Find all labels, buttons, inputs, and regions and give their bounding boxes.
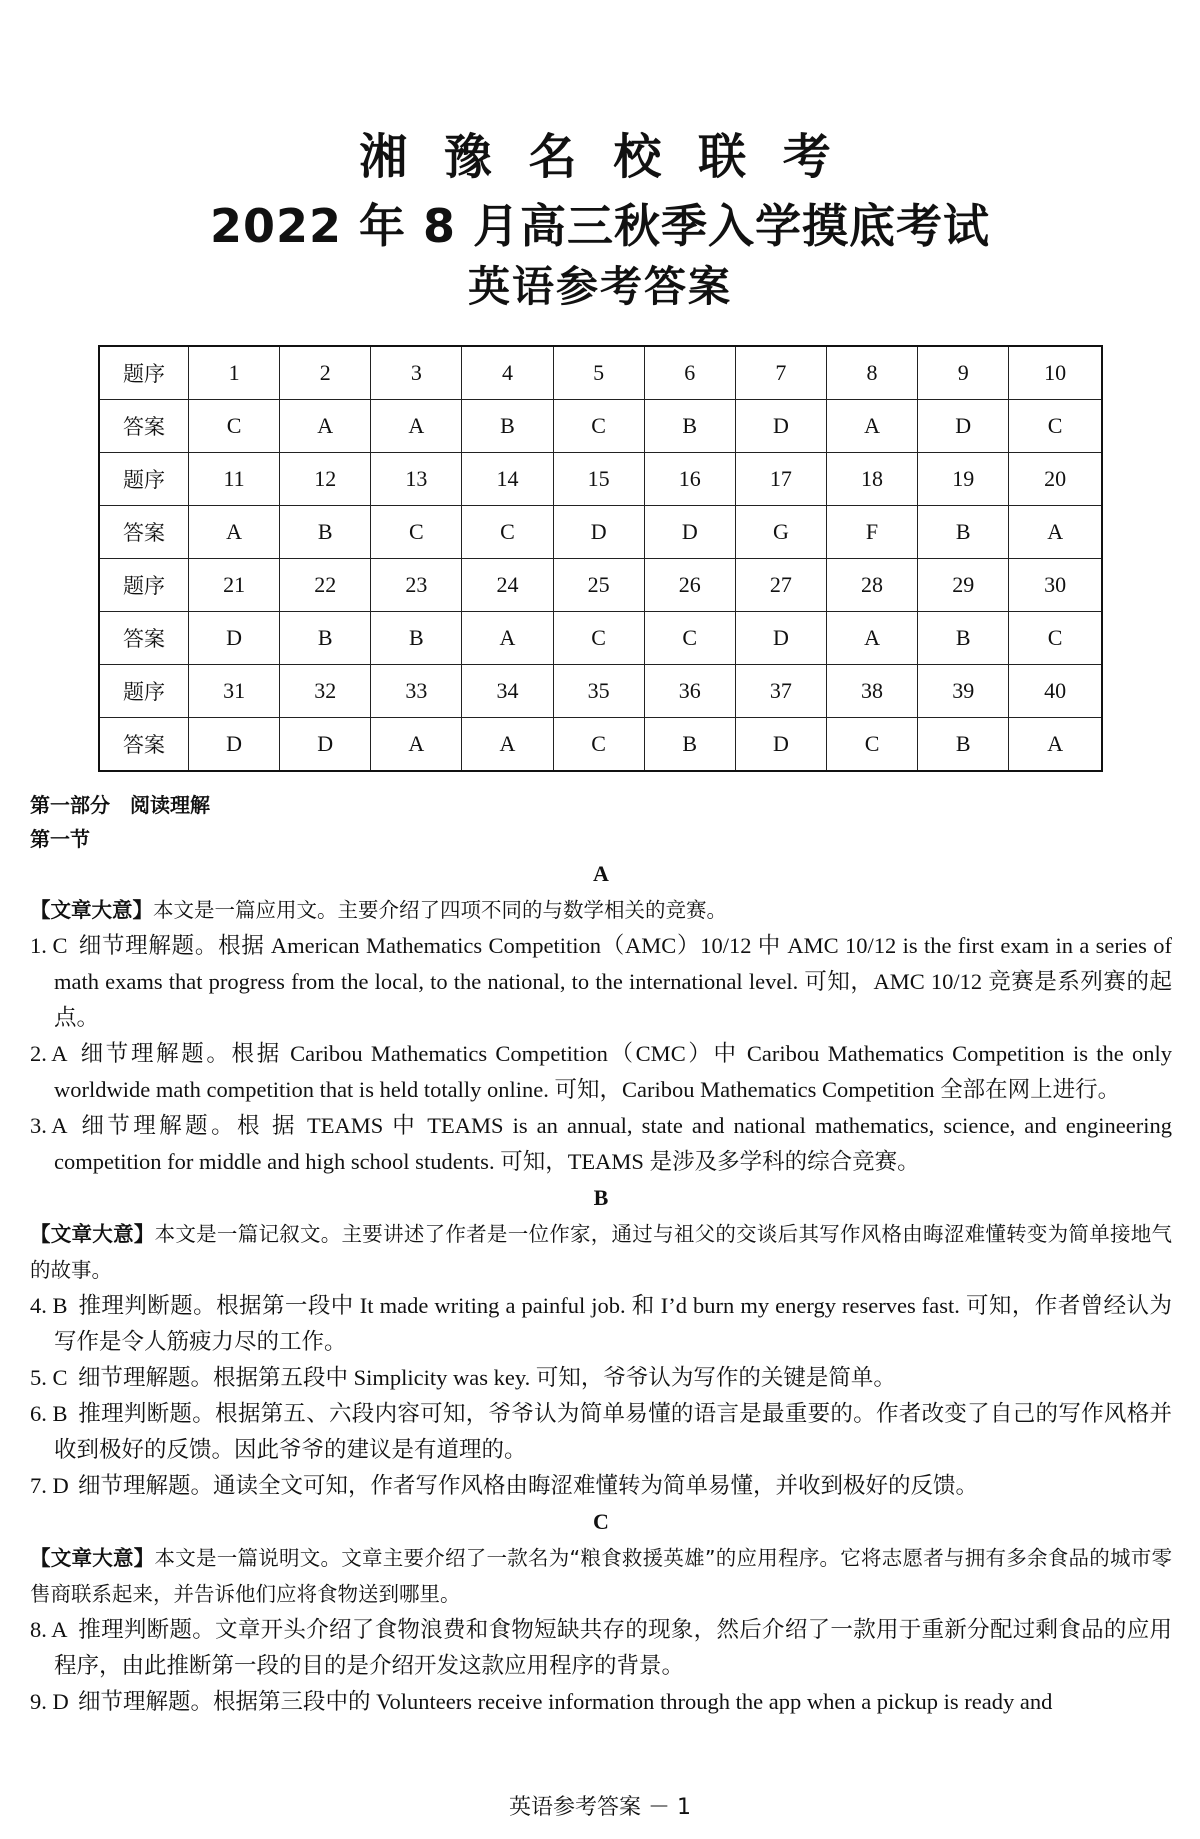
- item-number: 4. B: [30, 1293, 68, 1318]
- question-number-row: [99, 453, 1102, 506]
- part-heading: 第一部分 阅读理解: [30, 793, 210, 817]
- answer-cell: D: [189, 718, 280, 772]
- question-number-cell: 19: [918, 453, 1009, 506]
- answer-cell: B: [644, 400, 735, 453]
- answer-cell: F: [826, 506, 917, 559]
- answer-cell: D: [280, 718, 371, 772]
- question-number-cell: 28: [826, 559, 917, 612]
- answer-cell: A: [280, 400, 371, 453]
- question-number-cell: 30: [1009, 559, 1102, 612]
- answer-explanation: [30, 1360, 1172, 1396]
- answer-cell: D: [735, 612, 826, 665]
- row-label-answer: 答案: [99, 400, 189, 453]
- question-number-cell: 20: [1009, 453, 1102, 506]
- row-label-question: 题序: [99, 665, 189, 718]
- answer-cell: D: [735, 400, 826, 453]
- question-number-cell: 24: [462, 559, 553, 612]
- answer-cell: B: [918, 612, 1009, 665]
- question-number-cell: 18: [826, 453, 917, 506]
- answer-cell: A: [189, 506, 280, 559]
- item-text: 细节理解题。根据 Caribou Mathematics Competition（CMC）中 Caribou Mathematics Competition is the only worldwide math competition that is held totally online. 可知，Caribou Mathematics Competition 全部在网上进行。: [54, 1041, 1172, 1102]
- answer-cell: D: [644, 506, 735, 559]
- question-number-cell: 26: [644, 559, 735, 612]
- answer-cell: C: [371, 506, 462, 559]
- item-number: 5. C: [30, 1365, 68, 1390]
- question-number-cell: 38: [826, 665, 917, 718]
- answer-cell: A: [462, 612, 553, 665]
- answer-cell: A: [462, 718, 553, 772]
- answer-cell: C: [1009, 400, 1102, 453]
- answer-row: [99, 506, 1102, 559]
- question-number-cell: 27: [735, 559, 826, 612]
- item-number: 9. D: [30, 1689, 69, 1714]
- row-label-answer: 答案: [99, 718, 189, 772]
- question-number-cell: 23: [371, 559, 462, 612]
- item-text: 细节理解题。通读全文可知，作者写作风格由晦涩难懂转为简单易懂，并收到极好的反馈。: [78, 1473, 979, 1498]
- question-number-cell: 29: [918, 559, 1009, 612]
- answer-row: [99, 718, 1102, 772]
- answer-explanation: [30, 1612, 1172, 1684]
- question-number-cell: 4: [462, 346, 553, 400]
- question-number-cell: 39: [918, 665, 1009, 718]
- question-number-cell: 3: [371, 346, 462, 400]
- answer-cell: A: [1009, 506, 1102, 559]
- answer-cell: C: [644, 612, 735, 665]
- question-number-cell: 36: [644, 665, 735, 718]
- item-number: 8. A: [30, 1617, 68, 1642]
- item-text: 推理判断题。根据第一段中 It made writing a painful job. 和 I’d burn my energy reserves fast. 可知，作者曾经认为写作是令人筋疲力尽的工作。: [54, 1293, 1172, 1354]
- summary-text: 本文是一篇说明文。文章主要介绍了一款名为“粮食救援英雄”的应用程序。它将志愿者与拥有多余食品的城市零售商联系起来，并告诉他们应将食物送到哪里。: [30, 1546, 1172, 1606]
- question-number-cell: 35: [553, 665, 644, 718]
- passage-letter: B: [593, 1185, 609, 1210]
- answer-explanation: [30, 1684, 1172, 1720]
- passage-summary: [30, 1216, 1172, 1288]
- summary-tag: 【文章大意】: [30, 1222, 155, 1246]
- answer-cell: D: [918, 400, 1009, 453]
- question-number-cell: 7: [735, 346, 826, 400]
- header-title: 湘 豫 名 校 联 考: [359, 129, 841, 185]
- summary-text: 本文是一篇记叙文。主要讲述了作者是一位作家，通过与祖父的交谈后其写作风格由晦涩难懂转变为简单接地气的故事。: [30, 1222, 1173, 1282]
- answer-cell: B: [644, 718, 735, 772]
- answer-cell: B: [462, 400, 553, 453]
- summary-text: 本文是一篇应用文。主要介绍了四项不同的与数学相关的竞赛。: [153, 898, 727, 922]
- question-number-cell: 34: [462, 665, 553, 718]
- question-number-cell: 10: [1009, 346, 1102, 400]
- header-exam-name: 2022 年 8 月高三秋季入学摸底考试: [209, 199, 991, 253]
- row-label-answer: 答案: [99, 612, 189, 665]
- question-number-cell: 21: [189, 559, 280, 612]
- answer-explanation: [30, 1036, 1172, 1108]
- question-number-cell: 2: [280, 346, 371, 400]
- answer-cell: C: [462, 506, 553, 559]
- answer-cell: C: [553, 718, 644, 772]
- question-number-cell: 33: [371, 665, 462, 718]
- header-subject: 英语参考答案: [467, 262, 732, 311]
- explanations: [30, 788, 1172, 1720]
- item-text: 推理判断题。文章开头介绍了食物浪费和食物短缺共存的现象，然后介绍了一款用于重新分配过剩食品的应用程序，由此推断第一段的目的是介绍开发这款应用程序的背景。: [54, 1617, 1172, 1678]
- question-number-cell: 13: [371, 453, 462, 506]
- item-text: 细节理解题。根据 American Mathematics Competition（AMC）10/12 中 AMC 10/12 is the first exam in a series of math exams that progress from the local, to the national, to the international level. 可知，AMC 10/12 竞赛是系列赛的起点。: [54, 933, 1172, 1030]
- item-text: 细节理解题。根据第五段中 Simplicity was key. 可知，爷爷认为写作的关键是简单。: [78, 1365, 896, 1390]
- answer-explanation: [30, 928, 1172, 1036]
- question-number-cell: 12: [280, 453, 371, 506]
- answer-cell: A: [826, 612, 917, 665]
- item-text: 细节理解题。根 据 TEAMS 中 TEAMS is an annual, state and national mathematics, science, and engineering competition for middle and high school students. 可知，TEAMS 是涉及多学科的综合竞赛。: [54, 1113, 1172, 1174]
- item-number: 1. C: [30, 933, 68, 958]
- answer-cell: B: [371, 612, 462, 665]
- answer-cell: B: [280, 612, 371, 665]
- answer-cell: C: [1009, 612, 1102, 665]
- question-number-cell: 40: [1009, 665, 1102, 718]
- answer-table: [98, 345, 1103, 772]
- answer-cell: B: [280, 506, 371, 559]
- answer-cell: D: [189, 612, 280, 665]
- row-label-question: 题序: [99, 559, 189, 612]
- passage-letter: A: [593, 861, 609, 886]
- question-number-row: [99, 665, 1102, 718]
- answer-cell: A: [826, 400, 917, 453]
- row-label-question: 题序: [99, 453, 189, 506]
- item-number: 6. B: [30, 1401, 68, 1426]
- item-text: 推理判断题。根据第五、六段内容可知，爷爷认为简单易懂的语言是最重要的。作者改变了自己的写作风格并收到极好的反馈。因此爷爷的建议是有道理的。: [54, 1401, 1172, 1462]
- answer-row: [99, 400, 1102, 453]
- answer-explanation: [30, 1396, 1172, 1468]
- item-number: 2. A: [30, 1041, 68, 1066]
- question-number-row: [99, 559, 1102, 612]
- answer-cell: C: [553, 400, 644, 453]
- answer-row: [99, 612, 1102, 665]
- question-number-cell: 11: [189, 453, 280, 506]
- summary-tag: 【文章大意】: [30, 1546, 155, 1570]
- answer-cell: B: [918, 506, 1009, 559]
- answer-explanation: [30, 1468, 1172, 1504]
- summary-tag: 【文章大意】: [30, 898, 153, 922]
- passage-summary: [30, 892, 1172, 928]
- passage-letter: C: [593, 1509, 609, 1534]
- question-number-cell: 32: [280, 665, 371, 718]
- row-label-question: 题序: [99, 346, 189, 400]
- section-heading: 第一节: [30, 827, 90, 851]
- question-number-cell: 14: [462, 453, 553, 506]
- question-number-row: [99, 346, 1102, 400]
- question-number-cell: 31: [189, 665, 280, 718]
- question-number-cell: 16: [644, 453, 735, 506]
- passage-list: [30, 856, 1172, 1720]
- answer-cell: C: [553, 612, 644, 665]
- row-label-answer: 答案: [99, 506, 189, 559]
- answer-cell: D: [553, 506, 644, 559]
- answer-cell: B: [918, 718, 1009, 772]
- answer-cell: G: [735, 506, 826, 559]
- item-number: 7. D: [30, 1473, 69, 1498]
- question-number-cell: 25: [553, 559, 644, 612]
- answer-cell: C: [826, 718, 917, 772]
- question-number-cell: 22: [280, 559, 371, 612]
- question-number-cell: 8: [826, 346, 917, 400]
- answer-cell: A: [371, 718, 462, 772]
- answer-cell: A: [1009, 718, 1102, 772]
- item-number: 3. A: [30, 1113, 68, 1138]
- item-text: 细节理解题。根据第三段中的 Volunteers receive information through the app when a pickup is ready and: [78, 1689, 1053, 1714]
- question-number-cell: 5: [553, 346, 644, 400]
- page-footer: 英语参考答案 － 1: [509, 1795, 691, 1820]
- answer-explanation: [30, 1288, 1172, 1360]
- answer-explanation: [30, 1108, 1172, 1180]
- question-number-cell: 37: [735, 665, 826, 718]
- passage-summary: [30, 1540, 1172, 1612]
- question-number-cell: 17: [735, 453, 826, 506]
- question-number-cell: 15: [553, 453, 644, 506]
- question-number-cell: 9: [918, 346, 1009, 400]
- question-number-cell: 6: [644, 346, 735, 400]
- answer-cell: A: [371, 400, 462, 453]
- answer-cell: C: [189, 400, 280, 453]
- answer-cell: D: [735, 718, 826, 772]
- question-number-cell: 1: [189, 346, 280, 400]
